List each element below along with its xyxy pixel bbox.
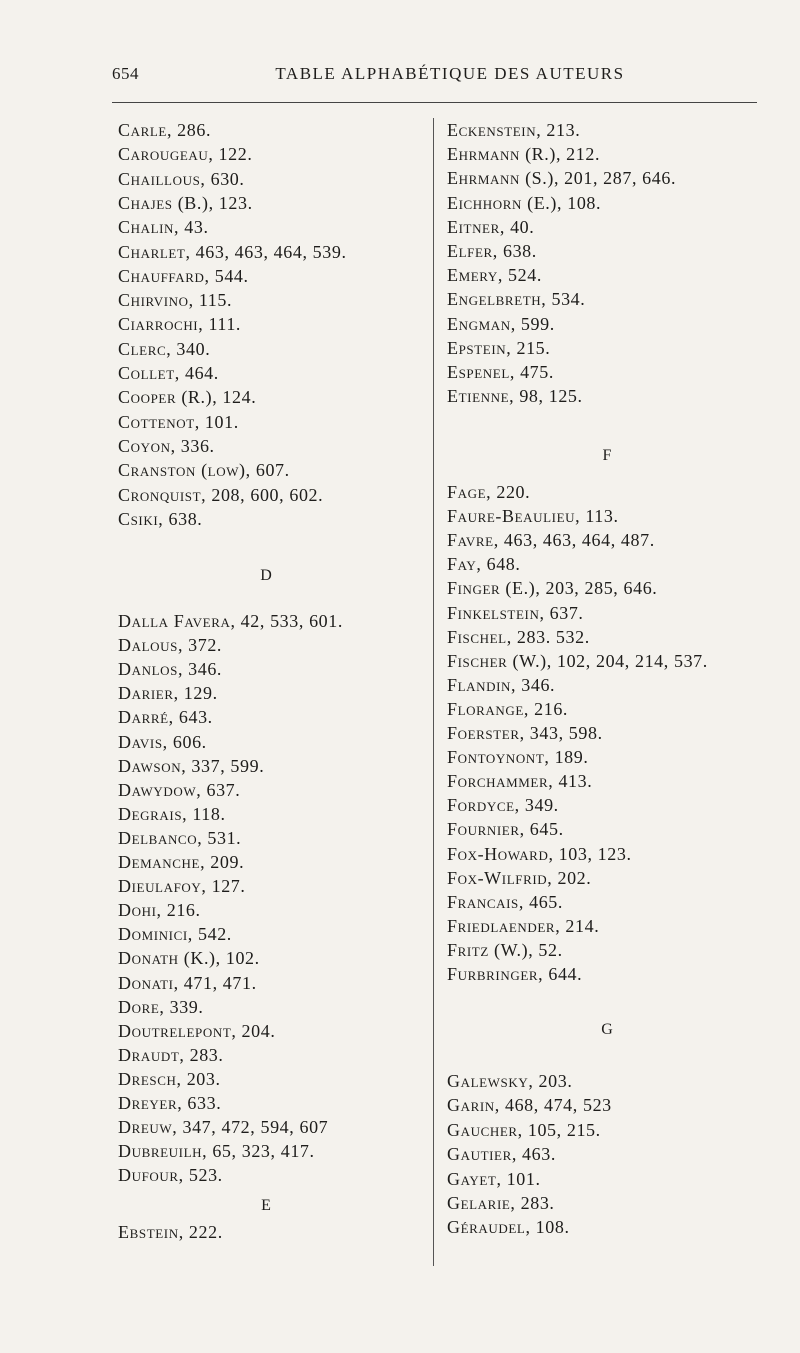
index-entry [447, 360, 554, 384]
index-entry [118, 118, 211, 142]
page-references: , 283. 532. [506, 626, 590, 647]
index-entry [118, 633, 222, 657]
index-entry [447, 480, 530, 504]
index-entry [447, 649, 708, 673]
page-references: , 465. [518, 891, 563, 912]
page-references: , 638. [158, 508, 203, 529]
page-references: , 220. [486, 482, 531, 502]
index-entry [118, 288, 232, 312]
author-name: Friedlaender [447, 915, 556, 936]
page-references: , 633. [177, 1093, 222, 1113]
section-letter: E [261, 1197, 271, 1214]
page-references: , 216. [523, 698, 569, 719]
author-name: Forchammer [447, 771, 549, 792]
index-entry [118, 730, 207, 754]
index-entry [118, 971, 257, 995]
index-entry [447, 938, 563, 962]
index-entry [447, 962, 582, 986]
index-entry [447, 576, 657, 600]
page-references: , 464. [174, 363, 219, 383]
index-entry [447, 263, 542, 287]
page-header [0, 64, 800, 94]
author-name: Davis [118, 731, 163, 752]
page-references: , 346. [177, 659, 223, 680]
index-entry [118, 1220, 223, 1244]
index-entry [118, 874, 246, 898]
author-name: Fordyce [447, 795, 515, 816]
author-name: Cranston (low) [118, 460, 246, 481]
index-entry [118, 215, 209, 239]
page-references: , 630. [200, 168, 245, 189]
author-name: Chajes (B.) [118, 192, 209, 213]
author-name: Darré [118, 707, 169, 728]
author-name: Carle [118, 120, 167, 140]
author-name: Cronquist [118, 484, 202, 505]
author-name: Dominici [118, 924, 188, 945]
author-name: Dubreuilh [118, 1141, 203, 1162]
index-entry [118, 1115, 328, 1139]
index-entry [118, 1091, 221, 1115]
index-entry [118, 850, 244, 874]
index-entry [118, 142, 252, 166]
index-entry [118, 1043, 224, 1067]
index-entry [447, 504, 619, 528]
index-entry [118, 778, 240, 802]
index-entry [118, 657, 222, 681]
author-name: Engelbreth [447, 289, 542, 310]
page-references: , 339. [159, 996, 204, 1017]
page-references: , 648. [476, 554, 521, 575]
page-references: , 475. [509, 362, 554, 382]
index-entry [447, 1118, 601, 1142]
index-entry [118, 264, 249, 288]
author-name: Dalla Favera [118, 611, 231, 631]
author-name: Degrais [118, 803, 183, 824]
index-entry [447, 384, 583, 408]
page-references: , 214. [555, 915, 600, 936]
author-name: Favre [447, 530, 494, 551]
page-references: , 283. [510, 1193, 555, 1213]
author-name: Coyon [118, 435, 171, 456]
page-references: , 336. [170, 435, 215, 456]
index-entry [447, 625, 590, 649]
author-name: Furbringer [447, 964, 539, 984]
page-references: , 122. [208, 144, 253, 165]
page-references: , 189. [544, 747, 589, 768]
author-name: Faure-Beaulieu [447, 506, 576, 527]
page-references: , 108. [525, 1217, 570, 1238]
page-references: , 201, 287, 646. [553, 168, 677, 189]
index-entry [447, 166, 676, 190]
index-entry [447, 1191, 555, 1215]
page-references: , 372. [177, 635, 223, 656]
index-entry [447, 817, 564, 841]
page-references: , 102, 204, 214, 537. [546, 650, 708, 671]
page-references: , 222. [178, 1222, 223, 1242]
index-entry [447, 745, 588, 769]
index-entry [118, 754, 264, 778]
author-name: Ciarrochi [118, 314, 199, 335]
index-entry [118, 802, 226, 826]
author-name: Dohi [118, 900, 157, 921]
author-name: Fox-Wilfrid [447, 867, 548, 888]
page-references: , 643. [168, 707, 213, 728]
page-references: , 347, 472, 594, 607 [172, 1117, 329, 1138]
page-references: , 65, 323, 417. [202, 1141, 315, 1162]
page-references: , 463, 463, 464, 487. [493, 530, 655, 551]
page-references: , 523. [178, 1165, 223, 1186]
index-entry [447, 1215, 570, 1239]
page-references: , 349. [514, 795, 559, 816]
index-entry [447, 673, 555, 697]
index-entry [118, 681, 218, 705]
page-references: , 204. [231, 1020, 276, 1041]
page-references: , 212. [555, 144, 601, 165]
index-entry [118, 410, 239, 434]
page-references: , 531. [197, 827, 242, 848]
author-name: Doutrelepont [118, 1020, 232, 1041]
page-references: , 43. [174, 217, 209, 238]
index-entry [447, 697, 568, 721]
page-references: , 202. [547, 867, 592, 888]
author-name: Gayet [447, 1168, 497, 1189]
author-name: Dalous [118, 635, 178, 656]
page-references: , 101. [194, 411, 239, 432]
page-references: , 102. [215, 948, 260, 969]
author-name: Gautier [447, 1144, 512, 1165]
page-references: , 534. [541, 289, 586, 310]
page-references: , 638. [492, 241, 537, 261]
page-references: , 42, 533, 601. [230, 611, 343, 631]
index-entry [118, 434, 215, 458]
index-entry [118, 507, 202, 531]
page-references: , 124. [212, 387, 257, 408]
author-name: Draudt [118, 1044, 180, 1065]
author-name: Dawson [118, 755, 182, 776]
author-name: Espenel [447, 362, 510, 382]
author-name: Eichhorn (E.) [447, 192, 558, 213]
author-name: Ehrmann (R.) [447, 144, 556, 165]
index-entry [118, 483, 323, 507]
author-name: Garin [447, 1095, 495, 1116]
author-name: Fontoynont [447, 747, 545, 768]
page-number: 654 [112, 64, 139, 83]
author-name: Donath (K.) [118, 948, 216, 969]
index-entry [118, 1139, 315, 1163]
author-name: Demanche [118, 852, 201, 872]
author-name: Gaucher [447, 1119, 518, 1140]
page-references: , 343, 598. [519, 723, 603, 743]
author-name: Fischel [447, 626, 507, 647]
page-references: , 644. [538, 964, 583, 984]
author-name: Clerc [118, 338, 167, 359]
author-name: Dore [118, 996, 160, 1017]
author-name: Dawydow [118, 779, 197, 800]
author-name: Cooper (R.) [118, 387, 213, 408]
index-entry [118, 826, 241, 850]
page-references: , 524. [497, 265, 542, 286]
page-references: , 337, 599. [181, 755, 265, 776]
page-references: , 607. [245, 460, 290, 481]
page-references: , 118. [182, 803, 226, 824]
index-entry [118, 458, 290, 482]
page-references: , 463. [511, 1144, 556, 1165]
author-name: Eckenstein [447, 120, 537, 140]
page-references: , 115. [188, 290, 233, 311]
index-entry [118, 240, 347, 264]
author-name: Géraudel [447, 1217, 526, 1238]
author-name: Chalin [118, 217, 175, 238]
author-name: Carougeau [118, 144, 209, 165]
author-name: Ebstein [118, 1222, 179, 1242]
page-references: , 544. [204, 265, 249, 286]
author-name: Fage [447, 482, 487, 502]
index-entry [447, 312, 555, 336]
page-references: , 606. [162, 731, 207, 752]
page-references: , 203. [528, 1071, 573, 1091]
author-name: Darier [118, 683, 174, 704]
author-name: Danlos [118, 659, 178, 680]
author-name: Galewsky [447, 1071, 529, 1091]
header-rule [112, 102, 757, 103]
index-entry [118, 1163, 223, 1187]
author-name: Dufour [118, 1165, 179, 1186]
page-references: , 215. [506, 337, 551, 358]
index-entry [447, 1142, 556, 1166]
index-entry [447, 1069, 572, 1093]
index-entry [118, 898, 201, 922]
author-name: Finkelstein [447, 602, 540, 623]
author-name: Engman [447, 313, 511, 334]
index-entry [447, 336, 550, 360]
page-references: , 599. [510, 313, 555, 334]
page-references: , 216. [156, 900, 201, 921]
page-references: , 52. [528, 939, 563, 960]
page-references: , 103, 123. [548, 843, 632, 864]
page-references: , 471, 471. [173, 972, 257, 993]
author-name: Francais [447, 891, 519, 912]
index-entry [447, 793, 559, 817]
index-entry [447, 287, 585, 311]
author-name: Foerster [447, 723, 520, 743]
running-title: TABLE ALPHABÉTIQUE DES AUTEURS [275, 64, 625, 83]
section-letter: G [601, 1021, 613, 1038]
page-references: , 542. [187, 924, 232, 945]
page-references: , 637. [539, 602, 584, 623]
index-entry [447, 842, 632, 866]
page-references: , 129. [173, 683, 218, 704]
author-name: Etienne [447, 386, 510, 407]
page-references: , 111. [198, 314, 242, 335]
author-name: Eitner [447, 216, 500, 237]
author-name: Gelarie [447, 1193, 511, 1213]
page-references: , 413. [548, 771, 593, 792]
page-references: , 645. [519, 819, 564, 840]
author-name: Dreyer [118, 1093, 178, 1113]
index-entry [118, 337, 210, 361]
section-letter: F [602, 447, 612, 464]
index-entry [118, 385, 256, 409]
index-entry [447, 890, 563, 914]
author-name: Chauffard [118, 265, 205, 286]
author-name: Emery [447, 265, 498, 286]
index-entry [118, 922, 232, 946]
author-name: Donati [118, 972, 174, 993]
column-divider [433, 118, 434, 1266]
author-name: Epstein [447, 337, 507, 358]
author-name: Elfer [447, 241, 493, 261]
page-references: , 40. [499, 216, 535, 237]
index-entry [118, 1019, 275, 1043]
index-entry [118, 191, 253, 215]
index-entry [447, 866, 591, 890]
index-entry [118, 167, 245, 191]
section-letter: D [260, 567, 272, 584]
index-entry [447, 118, 580, 142]
index-entry [447, 721, 603, 745]
index-entry [447, 1167, 541, 1191]
author-name: Dreuw [118, 1117, 173, 1138]
author-name: Fournier [447, 819, 520, 840]
index-entry [447, 769, 592, 793]
author-name: Charlet [118, 241, 186, 262]
index-entry [118, 705, 213, 729]
page-references: , 213. [536, 120, 581, 140]
page-references: , 208, 600, 602. [201, 484, 324, 505]
author-name: Csiki [118, 508, 159, 529]
page-references: , 113. [575, 506, 619, 527]
author-name: Cottenot [118, 411, 195, 432]
author-name: Finger (E.) [447, 578, 536, 599]
page-references: , 286. [166, 120, 212, 140]
index-entry [118, 609, 343, 633]
page-references: , 346. [511, 674, 556, 695]
author-name: Fritz (W.) [447, 939, 529, 960]
page-references: , 637. [196, 779, 241, 800]
index-entry [118, 1067, 221, 1091]
page-references: , 209. [200, 852, 245, 872]
author-name: Fischer (W.) [447, 650, 547, 671]
index-entry [447, 1093, 612, 1117]
author-name: Chaillous [118, 168, 201, 189]
author-name: Chirvino [118, 290, 189, 311]
page-references: , 340. [166, 338, 211, 359]
page-references: , 468, 474, 523 [494, 1095, 612, 1116]
page-references: , 283. [179, 1044, 224, 1065]
index-entry [447, 528, 655, 552]
index-entry [118, 312, 241, 336]
index-entry [118, 995, 204, 1019]
author-name: Flandin [447, 674, 512, 695]
index-entry [447, 142, 600, 166]
index-entry [118, 946, 260, 970]
index-entry [447, 914, 599, 938]
page-references: , 463, 463, 464, 539. [185, 241, 347, 262]
page-references: , 203. [176, 1068, 221, 1089]
index-entry [447, 215, 534, 239]
page-references: , 101. [496, 1168, 541, 1189]
author-name: Delbanco [118, 827, 198, 848]
author-name: Dieulafoy [118, 876, 202, 897]
index-entry [118, 361, 219, 385]
author-name: Ehrmann (S.) [447, 168, 554, 189]
page-references: , 203, 285, 646. [535, 578, 658, 599]
index-entry [447, 601, 584, 625]
page-references: , 108. [557, 192, 602, 213]
author-name: Fay [447, 554, 477, 575]
page-references: , 98, 125. [509, 386, 583, 407]
index-entry [447, 191, 601, 215]
author-name: Florange [447, 698, 524, 719]
page-references: , 123. [208, 192, 253, 213]
index-entry [447, 552, 521, 576]
index-entry [447, 239, 537, 263]
page-references: , 127. [201, 876, 246, 897]
page-references: , 105, 215. [517, 1119, 601, 1140]
author-name: Dresch [118, 1068, 177, 1089]
author-name: Collet [118, 363, 175, 383]
author-name: Fox-Howard [447, 843, 549, 864]
